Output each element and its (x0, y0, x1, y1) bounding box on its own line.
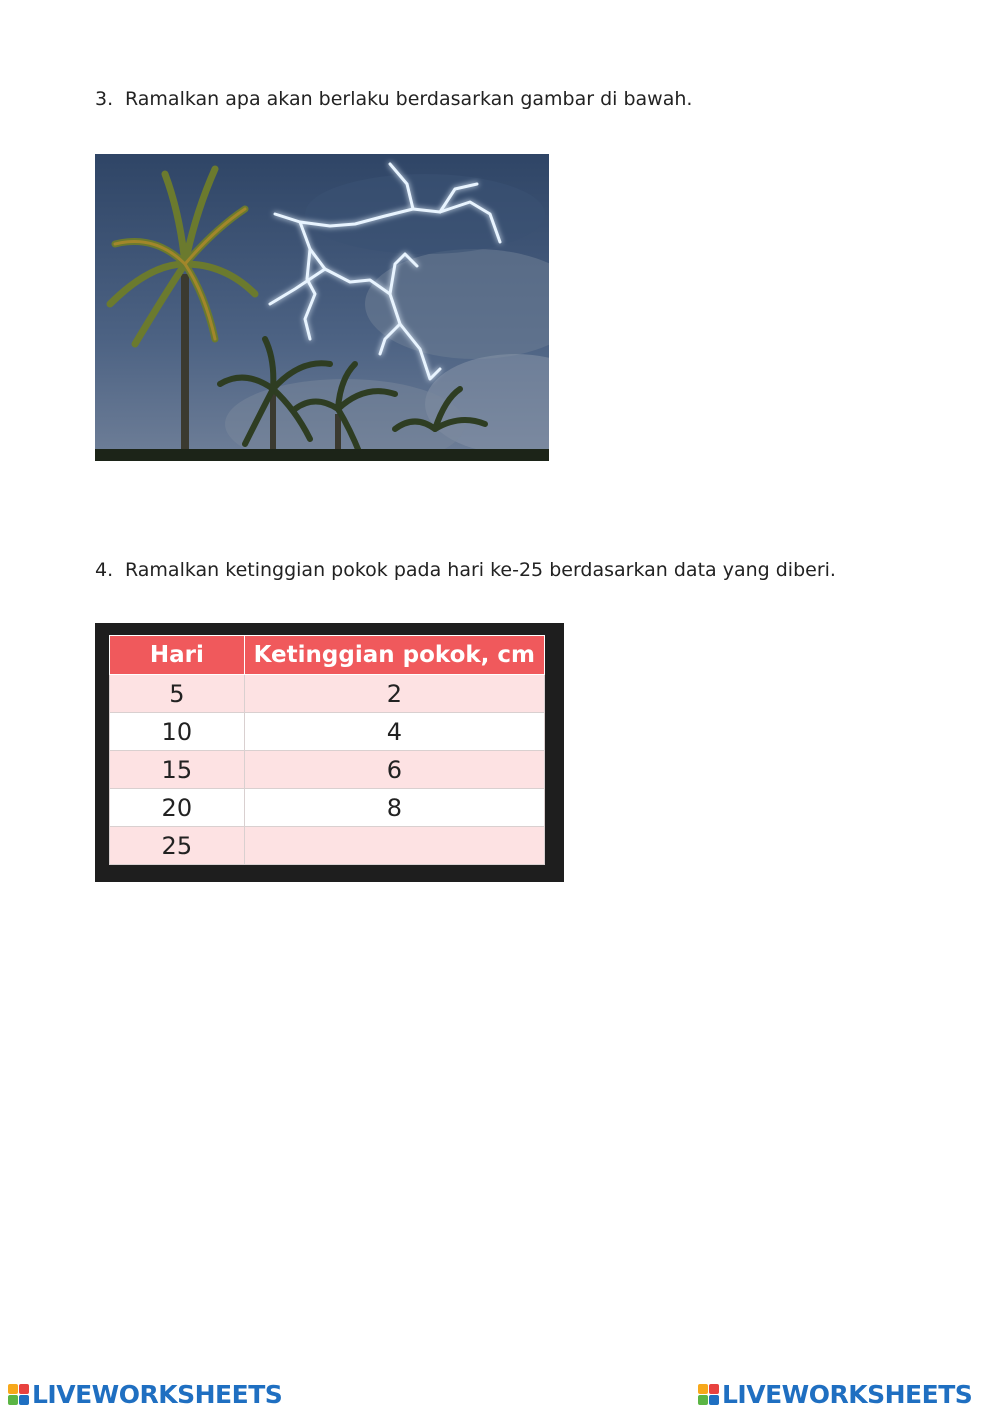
cell-day: 15 (110, 751, 245, 789)
liveworksheets-logo-icon (698, 1384, 719, 1405)
question-4 (95, 559, 836, 581)
table-image-frame (95, 623, 564, 882)
storm-illustration (95, 154, 549, 461)
table-row (110, 675, 545, 713)
table-row (110, 789, 545, 827)
cell-height: 6 (244, 751, 544, 789)
question-number: 4. (95, 559, 114, 581)
question-text: Ramalkan ketinggian pokok pada hari ke-25 berdasarkan data yang diberi. (125, 559, 836, 581)
cell-day: 25 (110, 827, 245, 865)
question-text: Ramalkan apa akan berlaku berdasarkan gambar di bawah. (125, 88, 693, 110)
question-3 (95, 88, 692, 110)
question-number: 3. (95, 88, 114, 110)
footer-logo-left[interactable] (8, 1378, 282, 1410)
cell-height: 2 (244, 675, 544, 713)
plant-height-table (109, 635, 545, 865)
cell-height: 4 (244, 713, 544, 751)
cell-day: 10 (110, 713, 245, 751)
liveworksheets-logo-icon (8, 1384, 29, 1405)
header-day: Hari (110, 636, 245, 675)
table-row (110, 751, 545, 789)
cell-height-blank (244, 827, 544, 865)
cell-height: 8 (244, 789, 544, 827)
table-row (110, 827, 545, 865)
footer-brand-text: LIVEWORKSHEETS (722, 1379, 973, 1409)
cell-day: 5 (110, 675, 245, 713)
footer-logo-right[interactable] (698, 1378, 972, 1410)
footer-brand-text: LIVEWORKSHEETS (32, 1379, 283, 1409)
header-height: Ketinggian pokok, cm (244, 636, 544, 675)
storm-image (95, 154, 549, 461)
table-header-row (110, 636, 545, 675)
table-row (110, 713, 545, 751)
cell-day: 20 (110, 789, 245, 827)
